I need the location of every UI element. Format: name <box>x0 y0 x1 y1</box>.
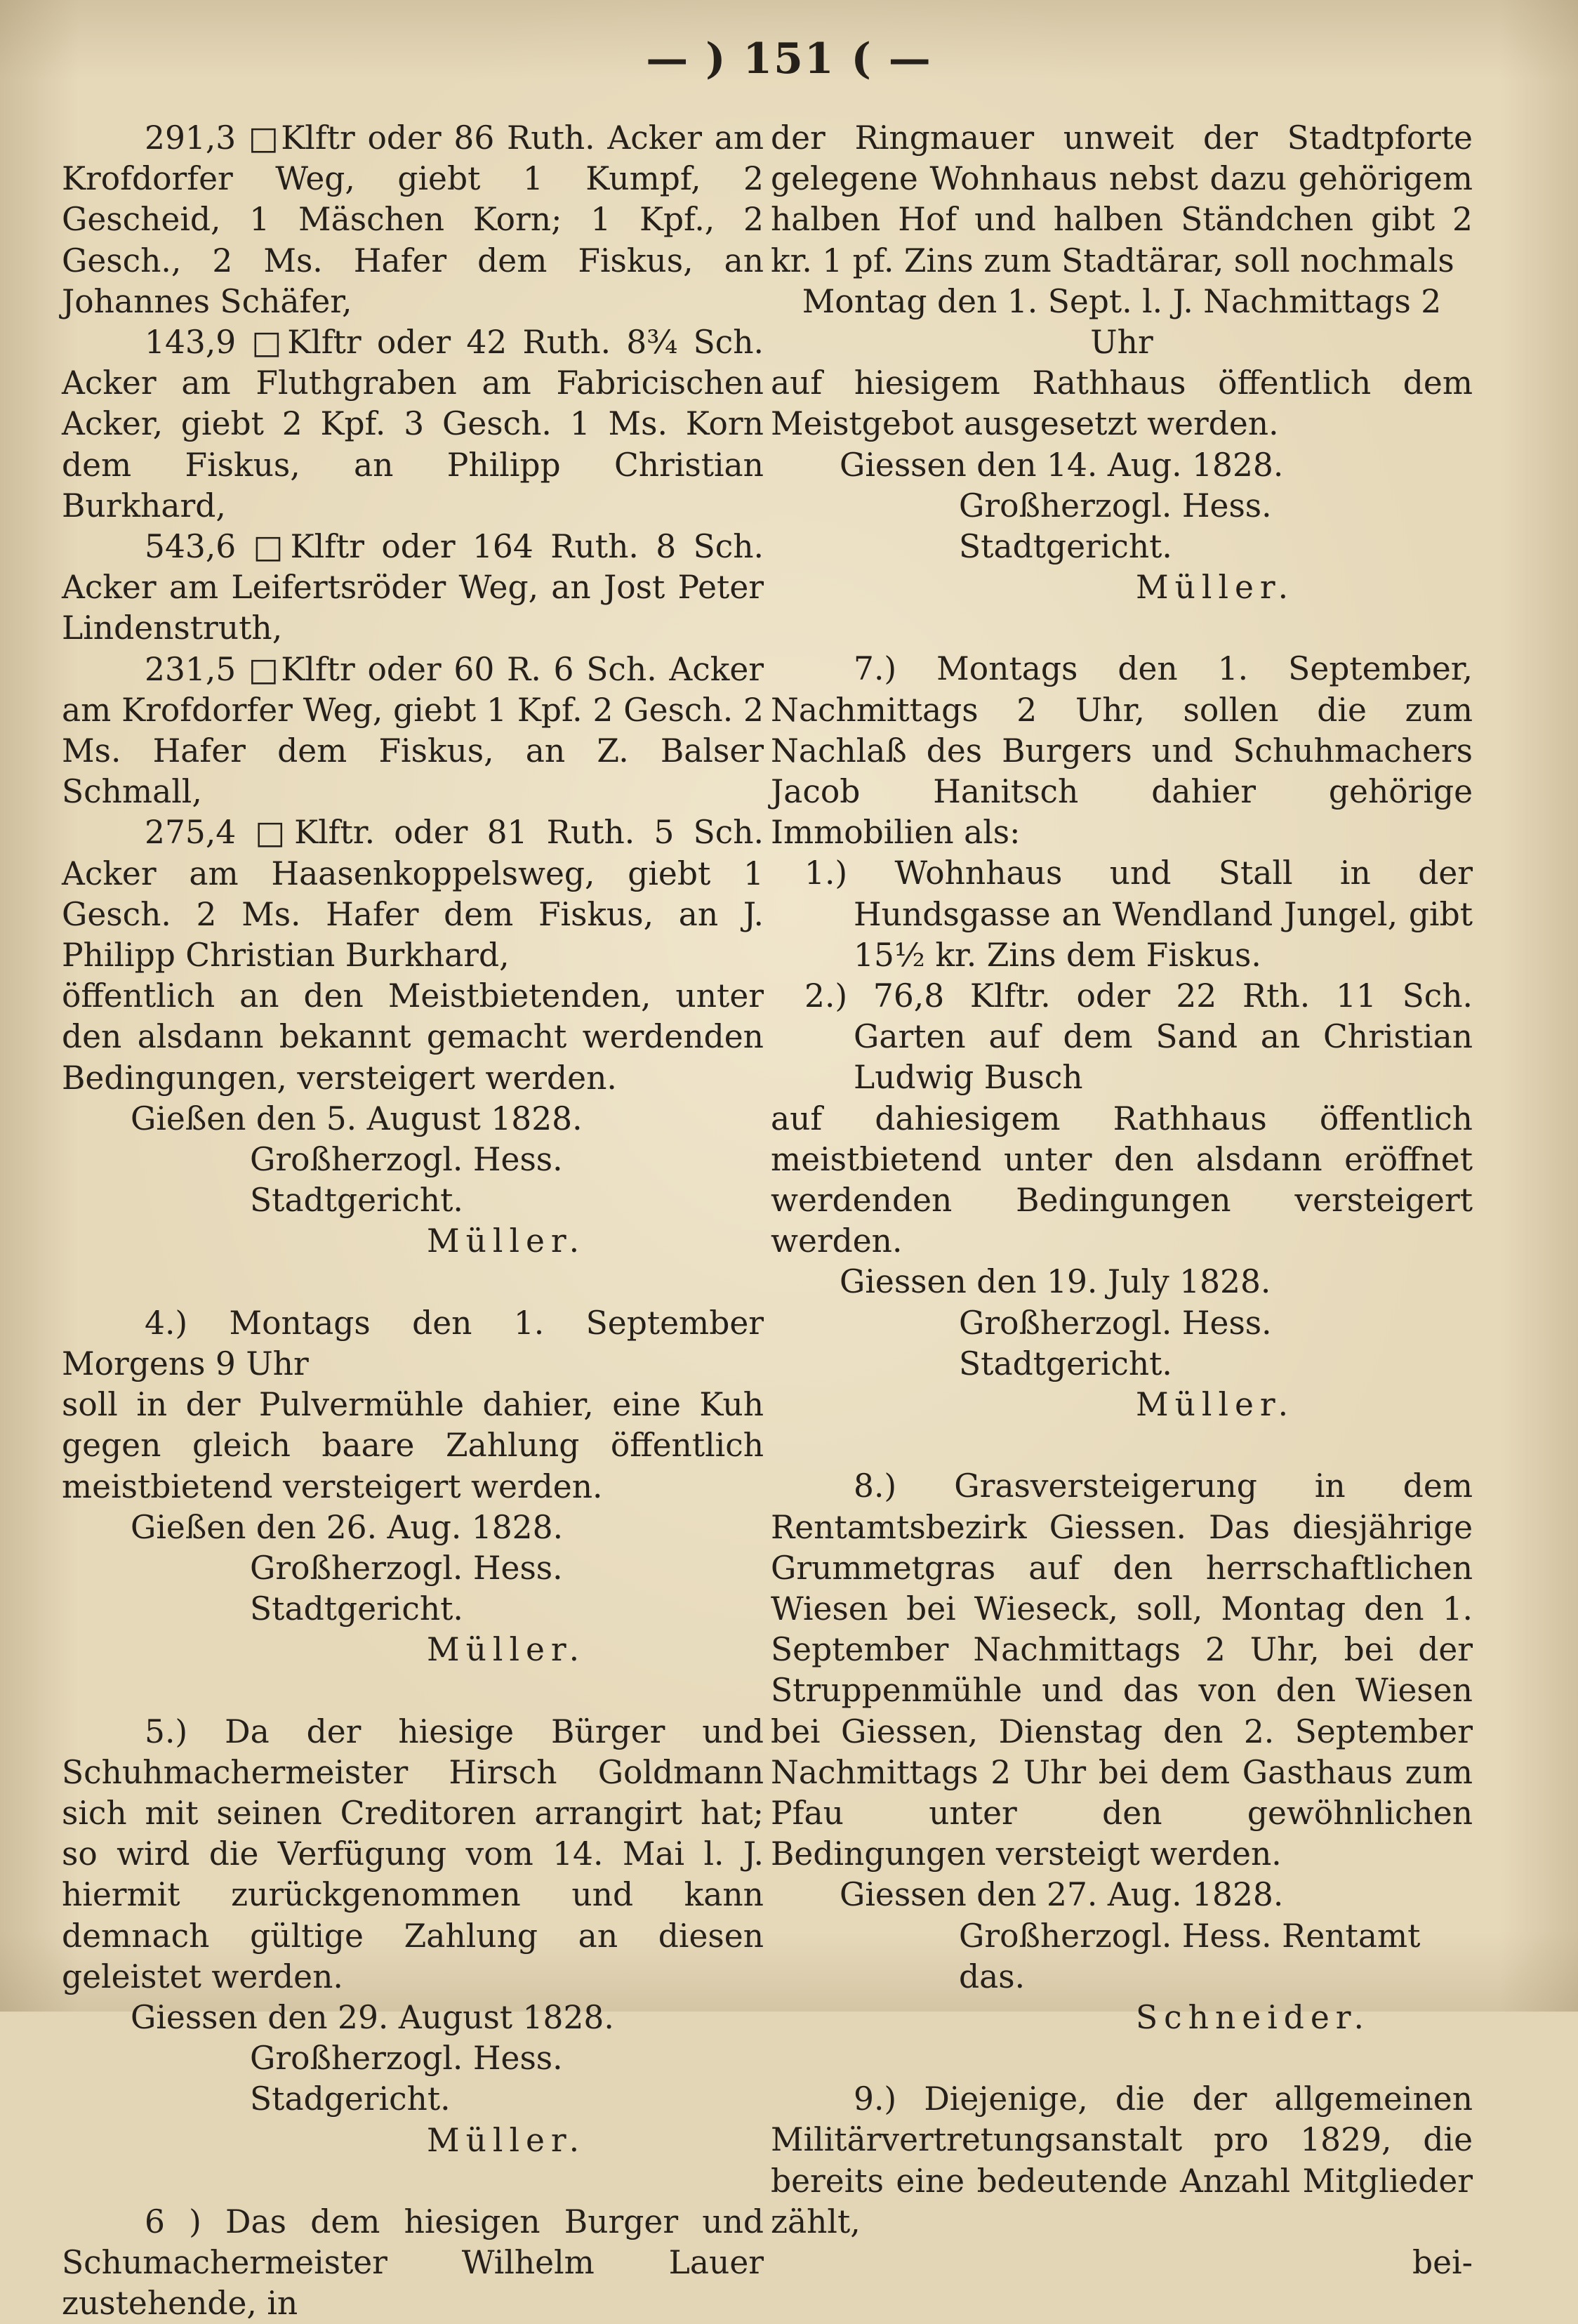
notice-4-date: Gießen den 26. Aug. 1828. <box>131 1508 564 1546</box>
notice-8-official: Schneider. <box>1136 1998 1371 2036</box>
notice-7-date: Giessen den 19. July 1828. <box>840 1263 1271 1301</box>
notice-5-court: Großherzogl. Hess. Stadgericht. <box>250 2040 563 2118</box>
court-signature: Großherzogl. Hess. Stadtgericht. <box>250 1141 563 1220</box>
notice-6-start: 6 ) Das dem hiesigen Burger und Schumachermeister Wilhelm Lauer zustehende, in <box>62 2203 764 2323</box>
catchword: bei- <box>1412 2243 1473 2281</box>
notice-5-date: Giessen den 29. August 1828. <box>131 1998 614 2036</box>
notice-8-body: 8.) Grasversteigerung in dem Rentamtsbezirk Giessen. Das diesjährige Grummetgras auf den herrschaftlichen Wiesen bei Wieseck, soll, Montag den 1. September Nachmittags 2 Uhr, bei der Struppenmühle und das von den Wiesen bei Giessen, Dienstag den 2. September Nachmittags 2 Uhr bei dem Gasthaus zum Pfau unter den gewöhnlichen Bedingungen versteigt werden. <box>771 1467 1473 1873</box>
land-parcel-entry: 231,5 □Klftr oder 60 R. 6 Sch. Acker am Krofdorfer Weg, giebt 1 Kpf. 2 Gesch. 2 Ms. Hafer dem Fiskus, an Z. Balser Schmall, <box>62 650 764 811</box>
left-column <box>62 118 764 2324</box>
notice-5-body: 5.) Da der hiesige Bürger und Schuhmachermeister Hirsch Goldmann sich mit seinen Creditoren arrangirt hat; so wird die Verfügung vom 14. Mai l. J. hiermit zurückgenommen und kann demnach gültige Zahlung an diesen geleistet werden. <box>62 1712 764 1995</box>
land-parcel-entry: 543,6 □Klftr oder 164 Ruth. 8 Sch. Acker am Leifertsröder Weg, an Jost Peter Lindenstruth, <box>62 528 764 647</box>
notice-8-date: Giessen den 27. Aug. 1828. <box>840 1876 1284 1914</box>
notice-9-start: 9.) Diejenige, die der allgemeinen Militärvertretungsanstalt pro 1829, die bereits eine bedeutende Anzahl Mitglieder zählt, <box>771 2080 1473 2240</box>
notice-date: Gießen den 5. August 1828. <box>131 1100 583 1137</box>
notice-6-schedule: Montag den 1. Sept. l. J. Nachmittags 2 Uhr <box>802 282 1442 362</box>
land-parcel-entry: 275,4 □Klftr. oder 81 Ruth. 5 Sch. Acker am Haasenkoppelsweg, giebt 1 Gesch. 2 Ms. Hafer dem Fiskus, an J. Philipp Christian Burkhard, <box>62 814 764 975</box>
notice-7-official: Müller. <box>1136 1386 1295 1424</box>
notice-4-body: soll in der Pulvermühle dahier, eine Kuh gegen gleich baare Zahlung öffentlich meistbietend versteigert werden. <box>62 1386 764 1505</box>
official-name: Müller. <box>427 1222 586 1260</box>
right-column <box>771 118 1473 2283</box>
notice-closing-text: öffentlich an den Meistbietenden, unter den alsdann bekannt gemacht werdenden Bedingungen, versteigert werden. <box>62 977 764 1097</box>
land-parcel-entry: 143,9 □Klftr oder 42 Ruth. 8¾ Sch. Acker am Fluthgraben am Fabricischen Acker, giebt 2 Kpf. 3 Gesch. 1 Ms. Korn dem Fiskus, an Philipp Christian Burkhard, <box>62 324 764 524</box>
land-parcel-entry: 291,3 □Klftr oder 86 Ruth. Acker am Krofdorfer Weg, giebt 1 Kumpf, 2 Gescheid, 1 Mäschen Korn; 1 Kpf., 2 Gesch., 2 Ms. Hafer dem Fiskus, an Johannes Schäfer, <box>62 119 764 320</box>
notice-6-court: Großherzogl. Hess. Stadtgericht. <box>959 487 1272 566</box>
notice-7-item: 2.) 76,8 Klftr. oder 22 Rth. 11 Sch. Garten auf dem Sand an Christian Ludwig Busch <box>804 977 1473 1097</box>
notice-6-date: Giessen den 14. Aug. 1828. <box>840 446 1284 484</box>
notice-4-official: Müller. <box>427 1631 586 1669</box>
notice-7-body: auf dahiesigem Rathhaus öffentlich meistbietend unter den alsdann eröffnet werdenden Bedingungen versteigert werden. <box>771 1100 1473 1260</box>
notice-6-official: Müller. <box>1136 569 1295 607</box>
notice-6-continuation: der Ringmauer unweit der Stadtpforte gelegene Wohnhaus nebst dazu gehörigem halben Hof und halben Ständchen gibt 2 kr. 1 pf. Zins zum Stadtärar, soll nochmals <box>771 119 1473 279</box>
page-number-header: — ) 151 ( — <box>646 34 932 84</box>
notice-6-location: auf hiesigem Rathhaus öffentlich dem Meistgebot ausgesetzt werden. <box>771 364 1473 443</box>
notice-7-heading: 7.) Montags den 1. September, Nachmittags 2 Uhr, sollen die zum Nachlaß des Burgers und Schuhmachers Jacob Hanitsch dahier gehörige Immobilien als: <box>771 650 1473 852</box>
notice-4-court: Großherzogl. Hess. Stadtgericht. <box>250 1549 563 1628</box>
notice-7-court: Großherzogl. Hess. Stadtgericht. <box>959 1304 1272 1382</box>
notice-8-court: Großherzogl. Hess. Rentamt das. <box>959 1917 1421 1995</box>
notice-4-heading: 4.) Montags den 1. September Morgens 9 Uhr <box>62 1304 764 1382</box>
notice-5-official: Müller. <box>427 2121 586 2159</box>
notice-7-item: 1.) Wohnhaus und Stall in der Hundsgasse an Wendland Jungel, gibt 15½ kr. Zins dem Fiskus. <box>804 854 1473 974</box>
